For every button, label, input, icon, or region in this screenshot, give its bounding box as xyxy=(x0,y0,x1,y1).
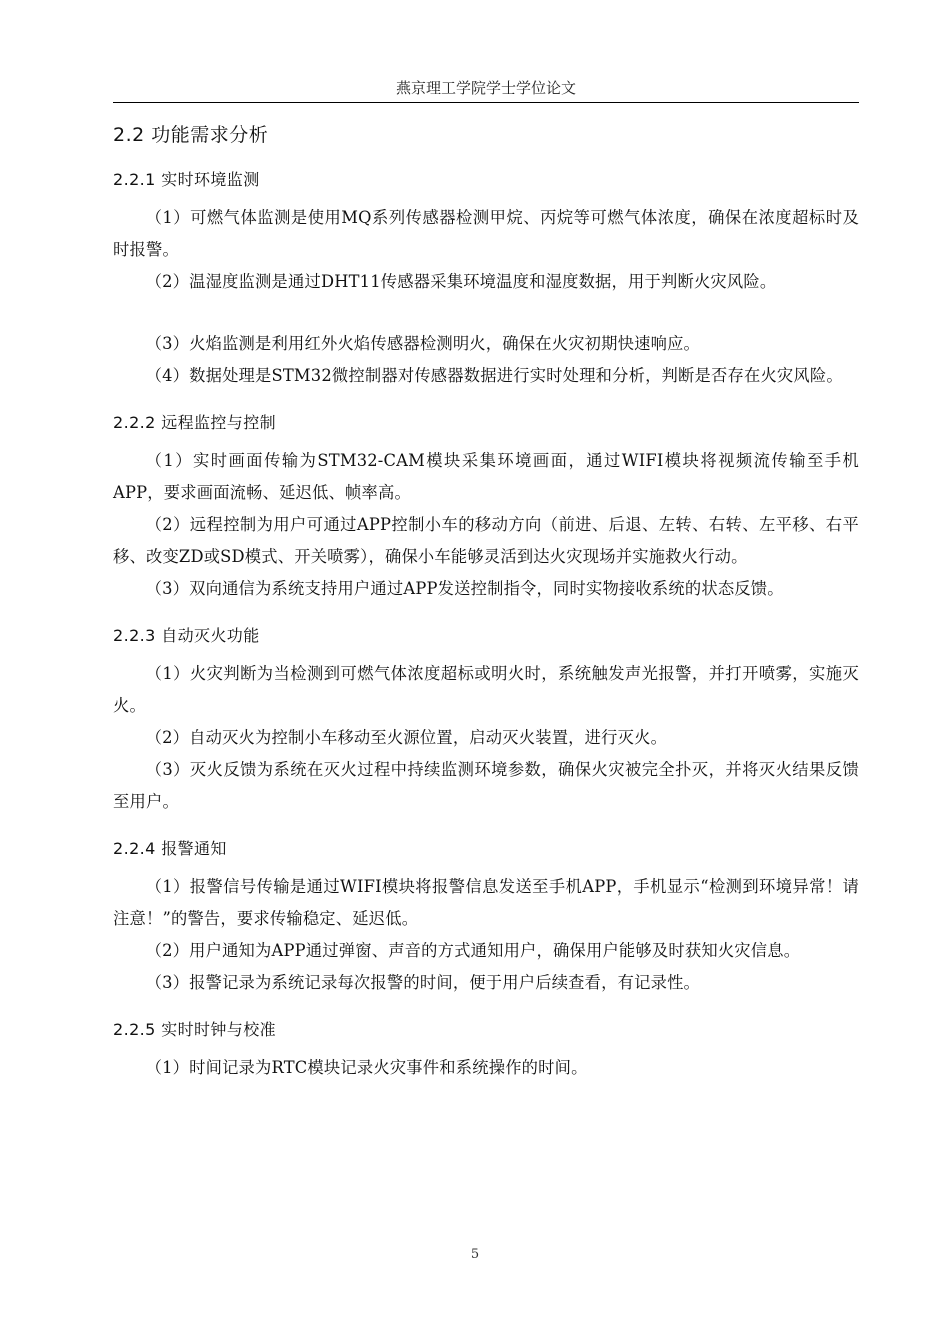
paragraph: （1）可燃气体监测是使用MQ系列传感器检测甲烷、丙烷等可燃气体浓度，确保在浓度超标时及时报警。 xyxy=(113,208,859,259)
paragraph: （3）火焰监测是利用红外火焰传感器检测明火，确保在火灾初期快速响应。 xyxy=(145,334,701,353)
paragraph: （4）数据处理是STM32微控制器对传感器数据进行实时处理和分析，判断是否存在火灾风险。 xyxy=(145,366,843,385)
section-heading: 2.2.1 实时环境监测 xyxy=(113,170,260,189)
paragraph: （2）用户通知为APP通过弹窗、声音的方式通知用户，确保用户能够及时获知火灾信息。 xyxy=(145,941,801,960)
blank-line xyxy=(113,298,859,328)
section-alarm-notification xyxy=(113,836,859,999)
section-heading: 2.2.2 远程监控与控制 xyxy=(113,413,276,432)
page-number: 5 xyxy=(470,1247,480,1262)
header-title: 燕京理工学院学士学位论文 xyxy=(395,79,576,97)
page-body xyxy=(113,108,859,1102)
section-heading: 2.2.3 自动灭火功能 xyxy=(113,626,260,645)
section-heading: 2.2.4 报警通知 xyxy=(113,839,227,858)
section-heading: 2.2.5 实时时钟与校准 xyxy=(113,1020,276,1039)
paragraph: （3）灭火反馈为系统在灭火过程中持续监测环境参数，确保火灾被完全扑灭，并将灭火结果反馈至用户。 xyxy=(113,760,859,811)
paragraph: （1）报警信号传输是通过WIFI模块将报警信息发送至手机APP，手机显示“检测到环境异常！请注意！”的警告，要求传输稳定、延迟低。 xyxy=(113,877,859,928)
section-realtime-monitoring xyxy=(113,167,859,392)
paragraph: （1）火灾判断为当检测到可燃气体浓度超标或明火时，系统触发声光报警，并打开喷雾，实施灭火。 xyxy=(113,664,859,715)
paragraph: （2）远程控制为用户可通过APP控制小车的移动方向（前进、后退、左转、右转、左平移、右平移、改变ZD或SD模式、开关喷雾），确保小车能够灵活到达火灾现场并实施救火行动。 xyxy=(113,515,859,566)
chapter-heading: 2.2 功能需求分析 xyxy=(113,124,269,146)
paragraph: （1）实时画面传输为STM32-CAM模块采集环境画面，通过WIFI模块将视频流传输至手机APP，要求画面流畅、延迟低、帧率高。 xyxy=(113,451,859,502)
paragraph: （2）温湿度监测是通过DHT11传感器采集环境温度和湿度数据，用于判断火灾风险。 xyxy=(145,272,777,291)
paragraph: （3）双向通信为系统支持用户通过APP发送控制指令，同时实物接收系统的状态反馈。 xyxy=(145,579,784,598)
section-rtc xyxy=(113,1017,859,1084)
section-auto-extinguish xyxy=(113,623,859,818)
paragraph: （3）报警记录为系统记录每次报警的时间，便于用户后续查看，有记录性。 xyxy=(145,973,701,992)
section-remote-control xyxy=(113,410,859,605)
paragraph: （1）时间记录为RTC模块记录火灾事件和系统操作的时间。 xyxy=(145,1058,588,1077)
running-header xyxy=(113,74,859,103)
paragraph: （2）自动灭火为控制小车移动至火源位置，启动灭火装置，进行灭火。 xyxy=(145,728,668,747)
